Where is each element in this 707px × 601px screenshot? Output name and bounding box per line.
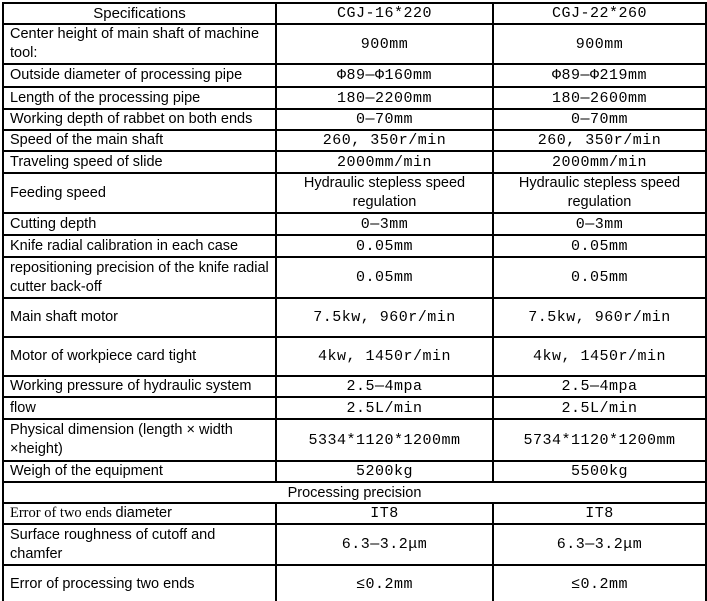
spec-label-workpiece-motor: Motor of workpiece card tight <box>3 337 276 376</box>
row-main-shaft-motor <box>3 298 706 337</box>
value-feeding-speed-cgj22: Hydraulic stepless speed regulation <box>493 173 706 213</box>
row-physical-dimension <box>3 419 706 461</box>
header-row <box>3 3 706 24</box>
value-main-shaft-speed-cgj22: 260, 350r/min <box>493 130 706 151</box>
value-hydraulic-pressure-cgj16: 2.5—4mpa <box>276 376 493 397</box>
value-diameter-error-cgj22: IT8 <box>493 503 706 524</box>
row-flow <box>3 397 706 419</box>
value-workpiece-motor-cgj16: 4kw, 1450r/min <box>276 337 493 376</box>
row-hydraulic-pressure <box>3 376 706 397</box>
row-cutting-depth <box>3 213 706 235</box>
row-equipment-weight <box>3 461 706 482</box>
value-main-shaft-speed-cgj16: 260, 350r/min <box>276 130 493 151</box>
column-header-cgj16: CGJ-16*220 <box>276 3 493 24</box>
value-slide-speed-cgj22: 2000mm/min <box>493 151 706 173</box>
value-two-ends-error-cgj22: ≤0.2mm <box>493 565 706 601</box>
spec-label-main-shaft-speed: Speed of the main shaft <box>3 130 276 151</box>
row-outside-diameter <box>3 64 706 87</box>
value-rabbet-depth-cgj22: 0—70mm <box>493 109 706 130</box>
spec-label-repositioning-precision: repositioning precision of the knife radial cutter back-off <box>3 257 276 298</box>
value-main-shaft-motor-cgj22: 7.5kw, 960r/min <box>493 298 706 337</box>
value-pipe-length-cgj22: 180—2600mm <box>493 87 706 109</box>
row-center-height <box>3 24 706 64</box>
value-center-height-cgj16: 900mm <box>276 24 493 64</box>
value-knife-calibration-cgj16: 0.05mm <box>276 235 493 257</box>
value-feeding-speed-cgj16: Hydraulic stepless speed regulation <box>276 173 493 213</box>
row-knife-calibration <box>3 235 706 257</box>
row-main-shaft-speed <box>3 130 706 151</box>
value-slide-speed-cgj16: 2000mm/min <box>276 151 493 173</box>
spec-label-feeding-speed: Feeding speed <box>3 173 276 213</box>
spec-label-surface-roughness: Surface roughness of cutoff and chamfer <box>3 524 276 565</box>
column-header-specifications: Specifications <box>3 3 276 24</box>
row-workpiece-motor <box>3 337 706 376</box>
row-slide-speed <box>3 151 706 173</box>
row-pipe-length <box>3 87 706 109</box>
value-rabbet-depth-cgj16: 0—70mm <box>276 109 493 130</box>
section-row-processing-precision <box>3 482 706 503</box>
value-physical-dimension-cgj22: 5734*1120*1200mm <box>493 419 706 461</box>
value-pipe-length-cgj16: 180—2200mm <box>276 87 493 109</box>
value-equipment-weight-cgj22: 5500kg <box>493 461 706 482</box>
value-two-ends-error-cgj16: ≤0.2mm <box>276 565 493 601</box>
value-flow-cgj22: 2.5L/min <box>493 397 706 419</box>
specifications-table <box>2 2 707 601</box>
value-diameter-error-cgj16: IT8 <box>276 503 493 524</box>
row-rabbet-depth <box>3 109 706 130</box>
section-title: Processing precision <box>3 482 706 503</box>
row-two-ends-error <box>3 565 706 601</box>
row-feeding-speed <box>3 173 706 213</box>
value-main-shaft-motor-cgj16: 7.5kw, 960r/min <box>276 298 493 337</box>
spec-label-pipe-length: Length of the processing pipe <box>3 87 276 109</box>
spec-label-two-ends-error: Error of processing two ends <box>3 565 276 601</box>
value-cutting-depth-cgj16: 0—3mm <box>276 213 493 235</box>
spec-label-diameter-error <box>3 503 276 524</box>
spec-label-knife-calibration: Knife radial calibration in each case <box>3 235 276 257</box>
spec-label-slide-speed: Traveling speed of slide <box>3 151 276 173</box>
row-diameter-error <box>3 503 706 524</box>
spec-label-cutting-depth: Cutting depth <box>3 213 276 235</box>
spec-label-diameter-error-serif: Error of two ends <box>10 505 116 521</box>
value-flow-cgj16: 2.5L/min <box>276 397 493 419</box>
value-center-height-cgj22: 900mm <box>493 24 706 64</box>
value-repositioning-precision-cgj22: 0.05mm <box>493 257 706 298</box>
value-cutting-depth-cgj22: 0—3mm <box>493 213 706 235</box>
value-outside-diameter-cgj22: Φ89—Φ219mm <box>493 64 706 87</box>
value-repositioning-precision-cgj16: 0.05mm <box>276 257 493 298</box>
value-hydraulic-pressure-cgj22: 2.5—4mpa <box>493 376 706 397</box>
value-outside-diameter-cgj16: Φ89—Φ160mm <box>276 64 493 87</box>
spec-label-equipment-weight: Weigh of the equipment <box>3 461 276 482</box>
value-physical-dimension-cgj16: 5334*1120*1200mm <box>276 419 493 461</box>
spec-label-physical-dimension: Physical dimension (length × width ×height) <box>3 419 276 461</box>
value-surface-roughness-cgj16: 6.3—3.2μm <box>276 524 493 565</box>
value-equipment-weight-cgj16: 5200kg <box>276 461 493 482</box>
spec-label-main-shaft-motor: Main shaft motor <box>3 298 276 337</box>
row-repositioning-precision <box>3 257 706 298</box>
value-workpiece-motor-cgj22: 4kw, 1450r/min <box>493 337 706 376</box>
value-surface-roughness-cgj22: 6.3—3.2μm <box>493 524 706 565</box>
value-knife-calibration-cgj22: 0.05mm <box>493 235 706 257</box>
spec-label-center-height: Center height of main shaft of machine tool: <box>3 24 276 64</box>
spec-label-diameter-error-sans: diameter <box>115 505 172 521</box>
row-surface-roughness <box>3 524 706 565</box>
spec-label-hydraulic-pressure: Working pressure of hydraulic system <box>3 376 276 397</box>
spec-label-outside-diameter: Outside diameter of processing pipe <box>3 64 276 87</box>
column-header-cgj22: CGJ-22*260 <box>493 3 706 24</box>
spec-label-flow: flow <box>3 397 276 419</box>
spec-label-rabbet-depth: Working depth of rabbet on both ends <box>3 109 276 130</box>
